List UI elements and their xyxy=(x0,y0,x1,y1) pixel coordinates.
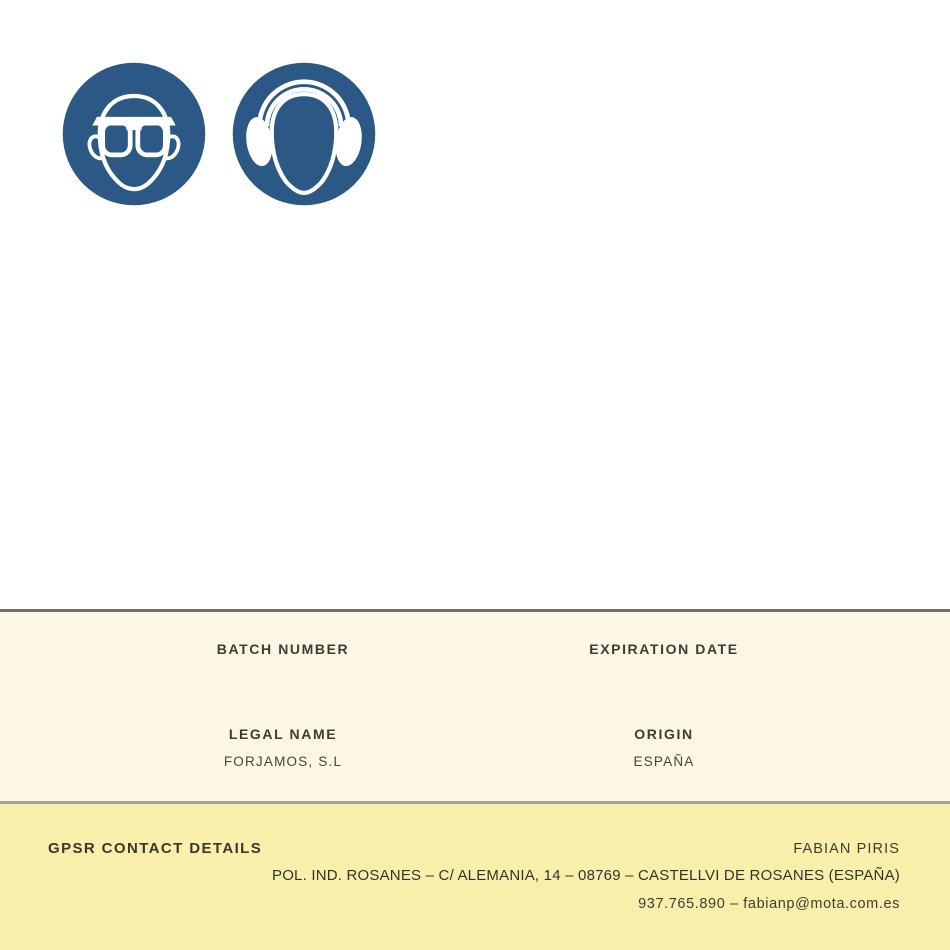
origin-label: ORIGIN xyxy=(634,726,694,742)
gpsr-contact-name: FABIAN PIRIS xyxy=(793,841,900,857)
eye-protection-icon xyxy=(58,58,210,210)
gpsr-contact-phone-email: 937.765.890 – fabianp@mota.com.es xyxy=(638,896,900,912)
legal-name-value: FORJAMOS, S.L xyxy=(223,754,343,769)
origin-value: ESPAÑA xyxy=(633,754,695,769)
expiration-date-label: EXPIRATION DATE xyxy=(589,641,739,657)
gpsr-contact-section xyxy=(0,804,950,950)
batch-number-label: BATCH NUMBER xyxy=(216,641,350,657)
ear-protection-icon xyxy=(228,58,380,210)
gpsr-contact-address: POL. IND. ROSANES – C/ ALEMANIA, 14 – 08769 – CASTELLVI DE ROSANES (ESPAÑA) xyxy=(271,867,900,884)
gpsr-contact-title: GPSR CONTACT DETAILS xyxy=(48,840,263,857)
product-info-section xyxy=(0,612,950,801)
legal-name-label: LEGAL NAME xyxy=(228,726,338,742)
gpsr-contact-block xyxy=(272,840,900,913)
